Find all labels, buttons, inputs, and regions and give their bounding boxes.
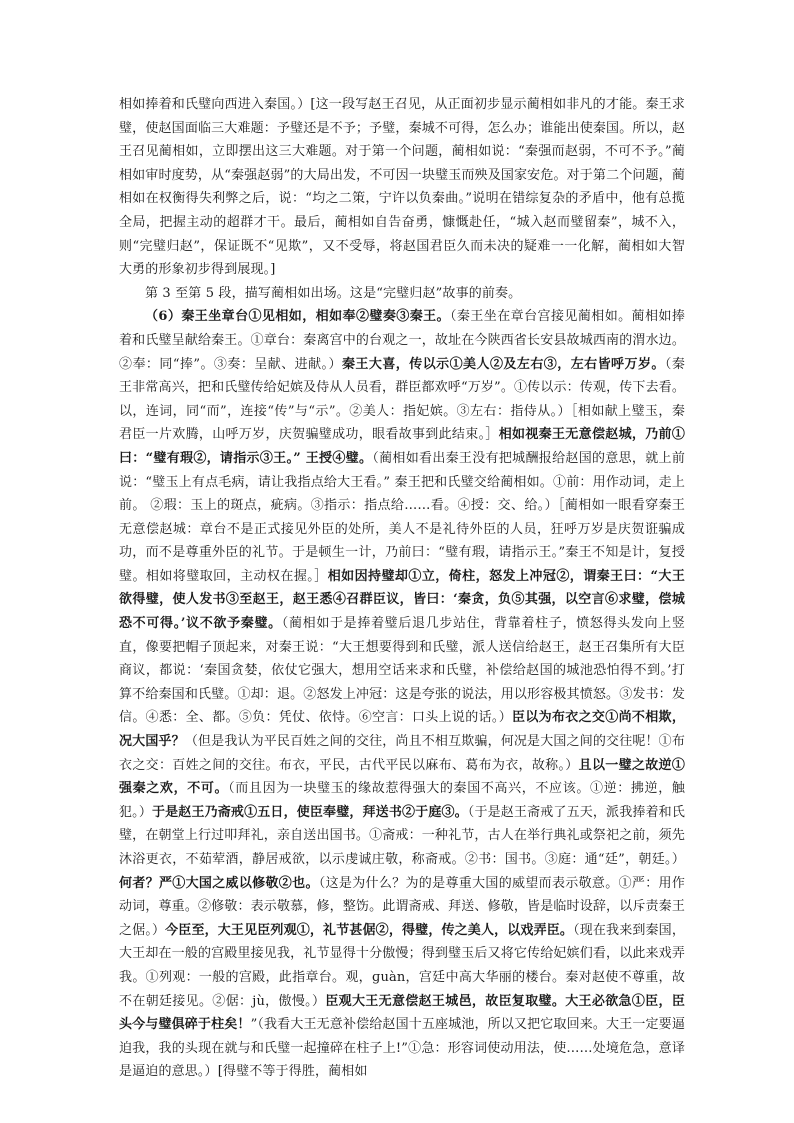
annotation-text: （而且因为一块璧玉的缘故惹得强大的秦国不高兴，不应该。①逆：拂逆，触犯。） bbox=[119, 781, 685, 820]
annotation-text: （这是为什么？为的是尊重大国的威望而表示敬意。①严：用作动词，尊重。②修敬：表示敬慕，修，整饬。此谓斋戒、拜送、修敬，皆是临时设辞，以斥责秦王之倨。） bbox=[119, 875, 685, 938]
annotation-text: （但是我认为平民百姓之间的交往，尚且不相互欺骗，何况是大国之间的交往呢！①布衣之交：百姓之间的交往。布衣，平民，古代平民以麻布、葛布为衣，故称。） bbox=[119, 734, 685, 773]
paragraph bbox=[119, 305, 685, 1084]
original-text-bold: 相如视秦王无意偿赵城，乃前①曰：“璧有瑕②，请指示③王。” 王授④璧。 bbox=[119, 427, 685, 466]
annotation-text: 第 3 至第 5 段，描写蔺相如出场。这是“完璧归赵”故事的前奏。 bbox=[145, 285, 522, 301]
annotation-text: （蔺相如于是捧着璧后退几步站住，背靠着柱子，愤怒得头发向上竖直，像要把帽子顶起来，对秦王说：“大王想要得到和氏璧，派人送信给赵王，赵王召集所有大臣商议，都说：‘秦国贪婪，依仗它强大，想用空话来求和氏璧，补偿给赵国的城池恐怕得不到。’打算不给秦国和氏璧。①却：退。②怒发上冲冠：这是夸张的说法，用以形容极其愤怒。③发书：发信。④悉：全、都。⑤负：凭仗、依恃。⑥空言：口头上说的话。） bbox=[119, 616, 685, 726]
original-text-bold: 今臣至，大王见臣列观①，礼节甚倨②，得璧，传之美人，以戏弄臣。 bbox=[165, 922, 574, 938]
annotation-text: ”（我看大王无意补偿给赵国十五座城池，所以又把它取回来。大王一定要逼迫我，我的头现在就与和氏璧一起撞碎在柱子上!”①急：形容词使动用法，使……处境危急，意译是逼迫的意思。）[得璧不等于得胜，蔺相如 bbox=[119, 1017, 685, 1080]
original-text-bold: 且以一璧之故逆①强秦之欢，不可。 bbox=[119, 757, 685, 797]
original-text-bold: 于是赵王乃斋戒①五日，使臣奉璧，拜送书②于庭③。 bbox=[151, 804, 468, 820]
annotation-text: （于是赵王斋戒了五天，派我捧着和氏璧，在朝堂上行过叩拜礼，亲自送出国书。①斋戒：一种礼节，古人在举行典礼或祭祀之前，须先沐浴更衣，不茹荤酒，静居戒欲，以示虔诚庄敬，称斋戒。②书：国书。③庭：通“廷”，朝廷。） bbox=[119, 804, 685, 867]
original-text-bold: 何者？严①大国之威以修敬②也。 bbox=[119, 875, 319, 891]
original-text-bold: 臣以为布衣之交①尚不相欺，况大国乎？ bbox=[119, 710, 685, 750]
document-page bbox=[119, 93, 685, 1084]
paragraph bbox=[119, 282, 685, 306]
annotation-text: （蔺相如看出秦王没有把城酬报给赵国的意思，就上前说：“璧玉上有点毛病，请让我指点给大王看。” 秦王把和氏璧交给蔺相如。①前：用作动词，走上前。 ②瑕：玉上的斑点，疵病。③指示：指点给……看。④授：交、给。）［蔺相如一眼看穿秦王无意偿赵城：章台不是正式接见外臣的处所，美人不是礼待外臣的人员，狂呼万岁是庆贺诳骗成功，而不是尊重外臣的礼节。于是顿生一计，乃前曰：“璧有瑕，请指示王。”秦王不知是计，复授璧。相如将璧取回，主动权在握。］ bbox=[119, 450, 685, 584]
original-text-bold: 相如因持璧却①立，倚柱，怒发上冲冠②，谓秦王曰：“大王欲得璧，使人发书③至赵王，赵王悉④召群臣议，皆曰：‘秦贪，负⑤其强，以空言⑥求璧，偿城恐不可得。’议不欲予秦璧。 bbox=[119, 568, 685, 632]
annotation-text: （秦王非常高兴，把和氏璧传给妃嫔及侍从人员看，群臣都欢呼“万岁”。①传以示：传观，传下去看。以，连词，同“而”，连接“传”与“示”。②美人：指妃嫔。③左右：指侍从。）［相如献上璧玉，秦君臣一片欢腾，山呼万岁，庆贺骗璧成功，眼看故事到此结束。］ bbox=[119, 356, 685, 443]
original-text-bold: （6）秦王坐章台①见相如，相如奉②璧奏③秦王。 bbox=[145, 309, 450, 325]
paragraph bbox=[119, 93, 685, 282]
annotation-text: （现在我来到秦国，大王却在一般的宫殿里接见我，礼节显得十分傲慢；得到璧玉后又将它传给妃嫔们看，以此来戏弄我。①列观：一般的宫殿，此指章台。观，ɡuàn，宫廷中高大华丽的楼台。秦对赵使不尊重，故不在朝廷接见。②倨：jù，傲慢。） bbox=[119, 922, 685, 1009]
annotation-text: （秦王坐在章台宫接见蔺相如。蔺相如捧着和氏璧呈献给秦王。①章台：秦离宫中的台观之一，故址在今陕西省长安县故城西南的渭水边。②奉：同“捧”。③奏：呈献、进献。） bbox=[119, 309, 686, 372]
annotation-text: 相如捧着和氏璧向西进入秦国。）[这一段写赵王召见，从正面初步显示蔺相如非凡的才能。秦王求璧，使赵国面临三大难题：予璧还是不予；予璧，秦城不可得，怎么办；谁能出使秦国。所以，赵王召见蔺相如，立即摆出这三大难题。对于第一个问题，蔺相如说：“秦强而赵弱，不可不予。”蔺相如审时度势，从“秦强赵弱”的大局出发，不可因一块璧玉而殃及国家安危。对于第二个问题，蔺相如在权衡得失利弊之后，说：“均之二策，宁许以负秦曲。”说明在错综复杂的矛盾中，他有总揽全局，把握主动的超群才干。最后，蔺相如自告奋勇，慷慨赴任，“城入赵而璧留秦”，城不入，则“完璧归赵”，保证既不“见欺”，又不受辱，将赵国君臣久而未决的疑难一一化解，蔺相如大智大勇的形象初步得到展现。] bbox=[119, 97, 685, 278]
original-text-bold: 秦王大喜，传以示①美人②及左右③，左右皆呼万岁。 bbox=[341, 356, 665, 372]
original-text-bold: 臣观大王无意偿赵王城邑，故臣复取璧。大王必欲急①臣，臣头今与璧俱碎于柱矣！ bbox=[119, 993, 685, 1033]
